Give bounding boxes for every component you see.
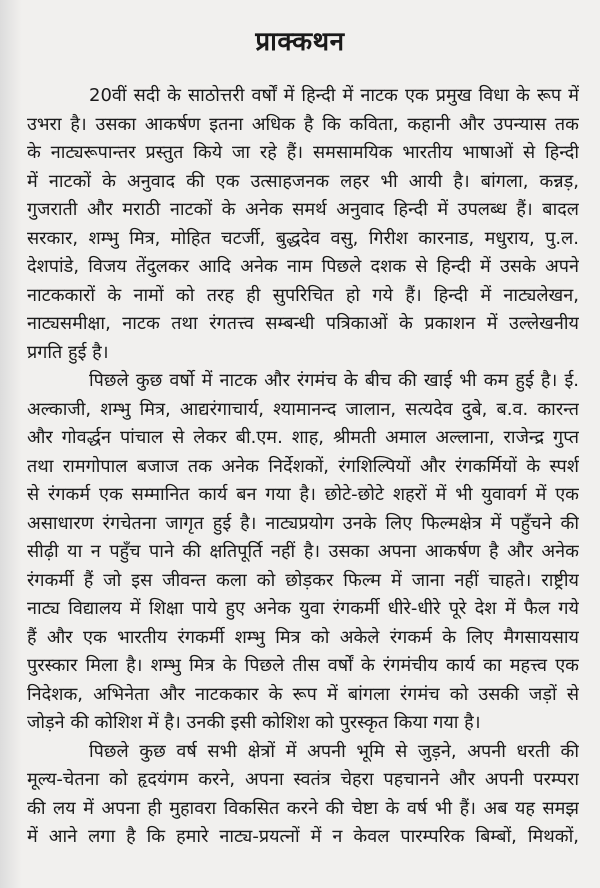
text-line: तथा रामगोपाल बजाज तक अनेक निर्देशकों, रंगशिल्पियों और रंगकर्मियों के स्पर्श xyxy=(27,455,579,477)
text-line: नाट्यसमीक्षा, नाटक तथा रंगतत्त्व सम्बन्धी पत्रिकाओं के प्रकाशन में उल्लेखनीय xyxy=(27,313,579,334)
text-line: नाट्य विद्यालय में शिक्षा पाये हुए अनेक युवा रंगकर्मी धीरे-धीरे पूरे देश में फैल गये xyxy=(27,598,579,619)
text-line: में आने लगा है कि हमारे नाट्य-प्रयत्नों में न केवल पारम्परिक बिम्बों, मिथकों, xyxy=(27,826,579,847)
text-line: पिछले कुछ वर्षो में नाटक और रंगमंच के बीच की खाई भी कम हुई है। ई. xyxy=(89,370,579,391)
text-line: सरकार, शम्भु मित्र, मोहित चटर्जी, बुद्धदेव वसु, गिरीश कारनाड, मधुराय, पु.ल. xyxy=(27,227,579,249)
paragraph xyxy=(27,367,579,738)
text-line: गुजराती और मराठी नाटकों के अनेक समर्थ अनुवाद हिन्दी में उपलब्ध हैं। बादल xyxy=(27,199,579,220)
paragraph xyxy=(27,82,579,367)
text-line: मूल्य-चेतना को हृदयंगम करने, अपना स्वतंत्र चेहरा पहचानने और अपनी परम्परा xyxy=(27,769,579,790)
text-line: निदेशक, अभिनेता और नाटककार के रूप में बांगला रंगमंच को उसकी जड़ों से xyxy=(27,683,579,705)
text-line: सीढ़ी या न पहुँच पाने की क्षतिपूर्ति नहीं है। उसका अपना आकर्षण है और अनेक xyxy=(27,541,579,562)
page-edge-shadow xyxy=(0,0,22,888)
text-line: के नाट्यरूपान्तर प्रस्तुत किये जा रहे हैं। समसामयिक भारतीय भाषाओं से हिन्दी xyxy=(27,142,579,163)
paragraph xyxy=(27,738,579,852)
text-line: उभरा है। उसका आकर्षण इतना अधिक है कि कविता, कहानी और उपन्यास तक xyxy=(27,113,579,135)
text-line: असाधारण रंगचेतना जागृत हुई है। नाट्यप्रयोग उनके लिए फिल्मक्षेत्र में पहुँचने की xyxy=(27,512,579,534)
text-line: पुरस्कार मिला है। शम्भु मित्र के पिछले तीस वर्षों के रंगमंचीय कार्य का महत्त्व एक xyxy=(27,655,579,676)
text-line: देशपांडे, विजय तेंदुलकर आदि अनेक नाम पिछले दशक से हिन्दी में उसके अपने xyxy=(27,256,579,277)
document-body xyxy=(27,82,579,852)
text-line: जोड़ने की कोशिश में है। उनकी इसी कोशिश को पुरस्कृत किया गया है। xyxy=(27,712,481,733)
text-line: प्रगति हुई है। xyxy=(27,341,109,363)
text-line: पिछले कुछ वर्ष सभी क्षेत्रों में अपनी भूमि से जुड़ने, अपनी धरती की xyxy=(89,740,579,762)
text-line: 20वीं सदी के साठोत्तरी वर्षों में हिन्दी में नाटक एक प्रमुख विधा के रूप में xyxy=(89,85,579,106)
text-line: अल्काजी, शम्भु मित्र, आद्यरंगाचार्य, श्यामानन्द जालान, सत्यदेव दुबे, ब.व. कारन्त xyxy=(27,398,579,420)
text-line: और गोवर्द्धन पांचाल से लेकर बी.एम. शाह, श्रीमती अमाल अल्लाना, राजेन्द्र गुप्त xyxy=(27,427,579,448)
text-line: हैं और एक भारतीय रंगकर्मी शम्भु मित्र को अकेले रंगकर्म के लिए मैगसायसाय xyxy=(27,626,579,648)
text-line: की लय में अपना ही मुहावरा विकसित करने की चेष्टा के वर्ष भी हैं। अब यह समझ xyxy=(27,797,579,819)
text-line: से रंगकर्म एक सम्मानित कार्य बन गया है। छोटे-छोटे शहरों में भी युवावर्ग में एक xyxy=(27,484,579,505)
text-line: में नाटकों के अनुवाद की एक उत्साहजनक लहर भी आयी है। बांगला, कन्नड़, xyxy=(27,170,579,192)
text-line: नाटककारों के नामों को तरह ही सुपरिचित हो गये हैं। हिन्दी में नाट्यलेखन, xyxy=(27,284,579,306)
text-line: रंगकर्मी हैं जो इस जीवन्त कला को छोड़कर फिल्म में जाना नहीं चाहते। राष्ट्रीय xyxy=(27,569,579,591)
page-title: प्राक्कथन xyxy=(255,27,345,57)
